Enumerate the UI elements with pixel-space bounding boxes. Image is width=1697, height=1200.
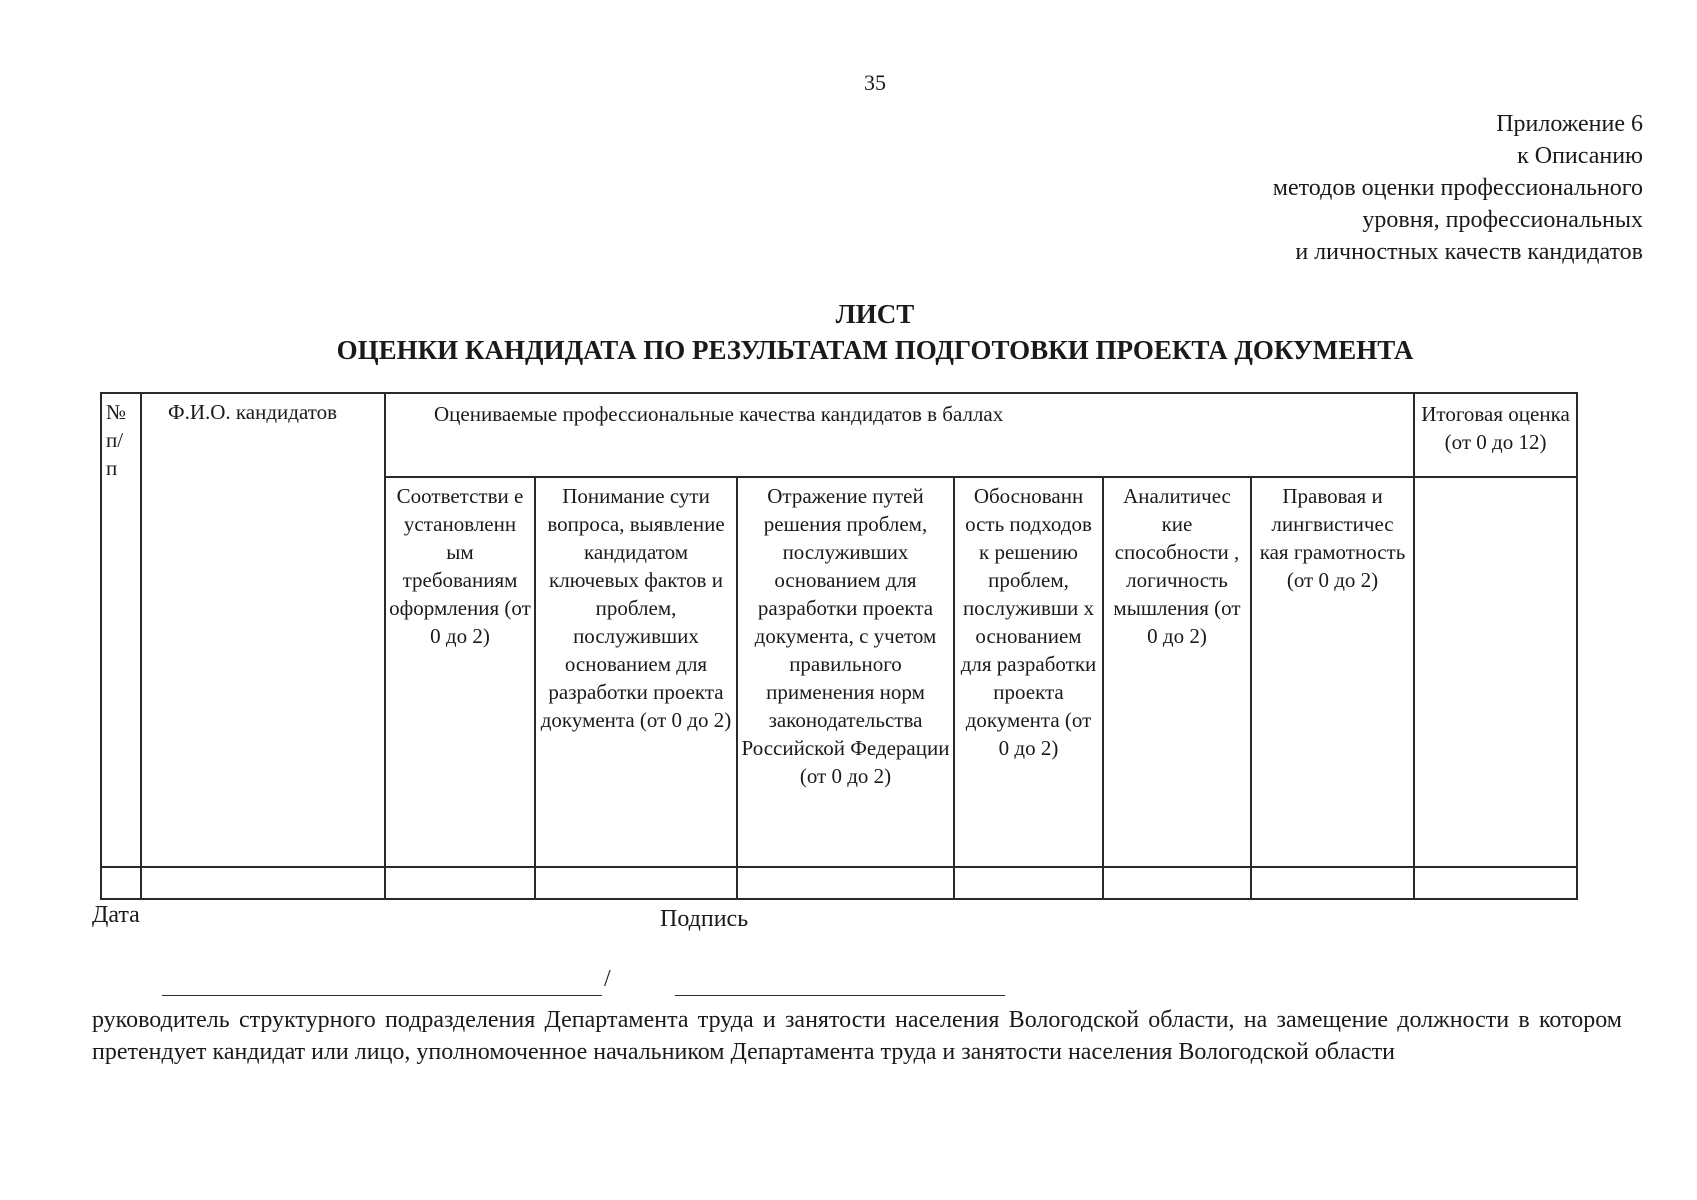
cell-number[interactable] <box>101 867 141 899</box>
date-label: Дата <box>92 902 140 928</box>
signature-label: Подпись <box>660 906 749 932</box>
table-row <box>101 867 1577 899</box>
criterion-6: Правовая и лингвистичес кая грамотность (от 0 до 2) <box>1251 477 1414 867</box>
header-row <box>101 393 1577 477</box>
page-number: 35 <box>864 70 886 95</box>
criterion-1: Соответстви е установленн ым требованиям оформления (от 0 до 2) <box>385 477 535 867</box>
cell-criterion-5[interactable] <box>1103 867 1251 899</box>
appendix-line: к Описанию <box>1517 143 1643 169</box>
appendix-line: Приложение 6 <box>1496 111 1643 137</box>
title-line: ОЦЕНКИ КАНДИДАТА ПО РЕЗУЛЬТАТАМ ПОДГОТОВКИ ПРОЕКТА ДОКУМЕНТА <box>336 335 1414 365</box>
cell-name[interactable] <box>141 867 385 899</box>
cell-criterion-1[interactable] <box>385 867 535 899</box>
document-title <box>0 296 1697 368</box>
criterion-2: Понимание сути вопроса, выявление кандидатом ключевых фактов и проблем, послуживших основанием для разработки проекта документа (от 0 до 2) <box>535 477 737 867</box>
cell-total[interactable] <box>1414 867 1577 899</box>
cell-criterion-6[interactable] <box>1251 867 1414 899</box>
criterion-3: Отражение путей решения проблем, послуживших основанием для разработки проекта документа, с учетом правильного применения норм законодательства Российской Федерации (от 0 до 2) <box>737 477 954 867</box>
criterion-4: Обоснованн ость подходов к решению проблем, послуживши х основанием для разработки проекта документа (от 0 до 2) <box>954 477 1103 867</box>
header-total: Итоговая оценка (от 0 до 12) <box>1414 393 1577 477</box>
signature-line <box>162 995 602 996</box>
signer-description: руководитель структурного подразделения Департамента труда и занятости населения Вологодской области, на замещение должности в котором претендует кандидат или лицо, уполномоченное начальником Департамента труда и занятости населения Вологодской области <box>92 1007 1622 1065</box>
appendix-line: уровня, профессиональных <box>1362 207 1643 233</box>
appendix-line: методов оценки профессионального <box>1272 175 1643 201</box>
cell-criterion-2[interactable] <box>535 867 737 899</box>
title-line: ЛИСТ <box>835 299 915 329</box>
appendix-line: и личностных качеств кандидатов <box>1295 239 1643 265</box>
cell-criterion-4[interactable] <box>954 867 1103 899</box>
total-empty <box>1414 477 1577 867</box>
appendix-header <box>1273 108 1643 268</box>
header-name: Ф.И.О. кандидатов <box>141 393 385 867</box>
criterion-5: Аналитичес кие способности , логичность мышления (от 0 до 2) <box>1103 477 1251 867</box>
name-line <box>675 995 1005 996</box>
evaluation-table <box>100 392 1578 900</box>
separator-slash: / <box>604 966 611 992</box>
cell-criterion-3[interactable] <box>737 867 954 899</box>
header-number: № п/ п <box>101 393 141 867</box>
header-criteria-group: Оцениваемые профессиональные качества кандидатов в баллах <box>385 393 1414 477</box>
